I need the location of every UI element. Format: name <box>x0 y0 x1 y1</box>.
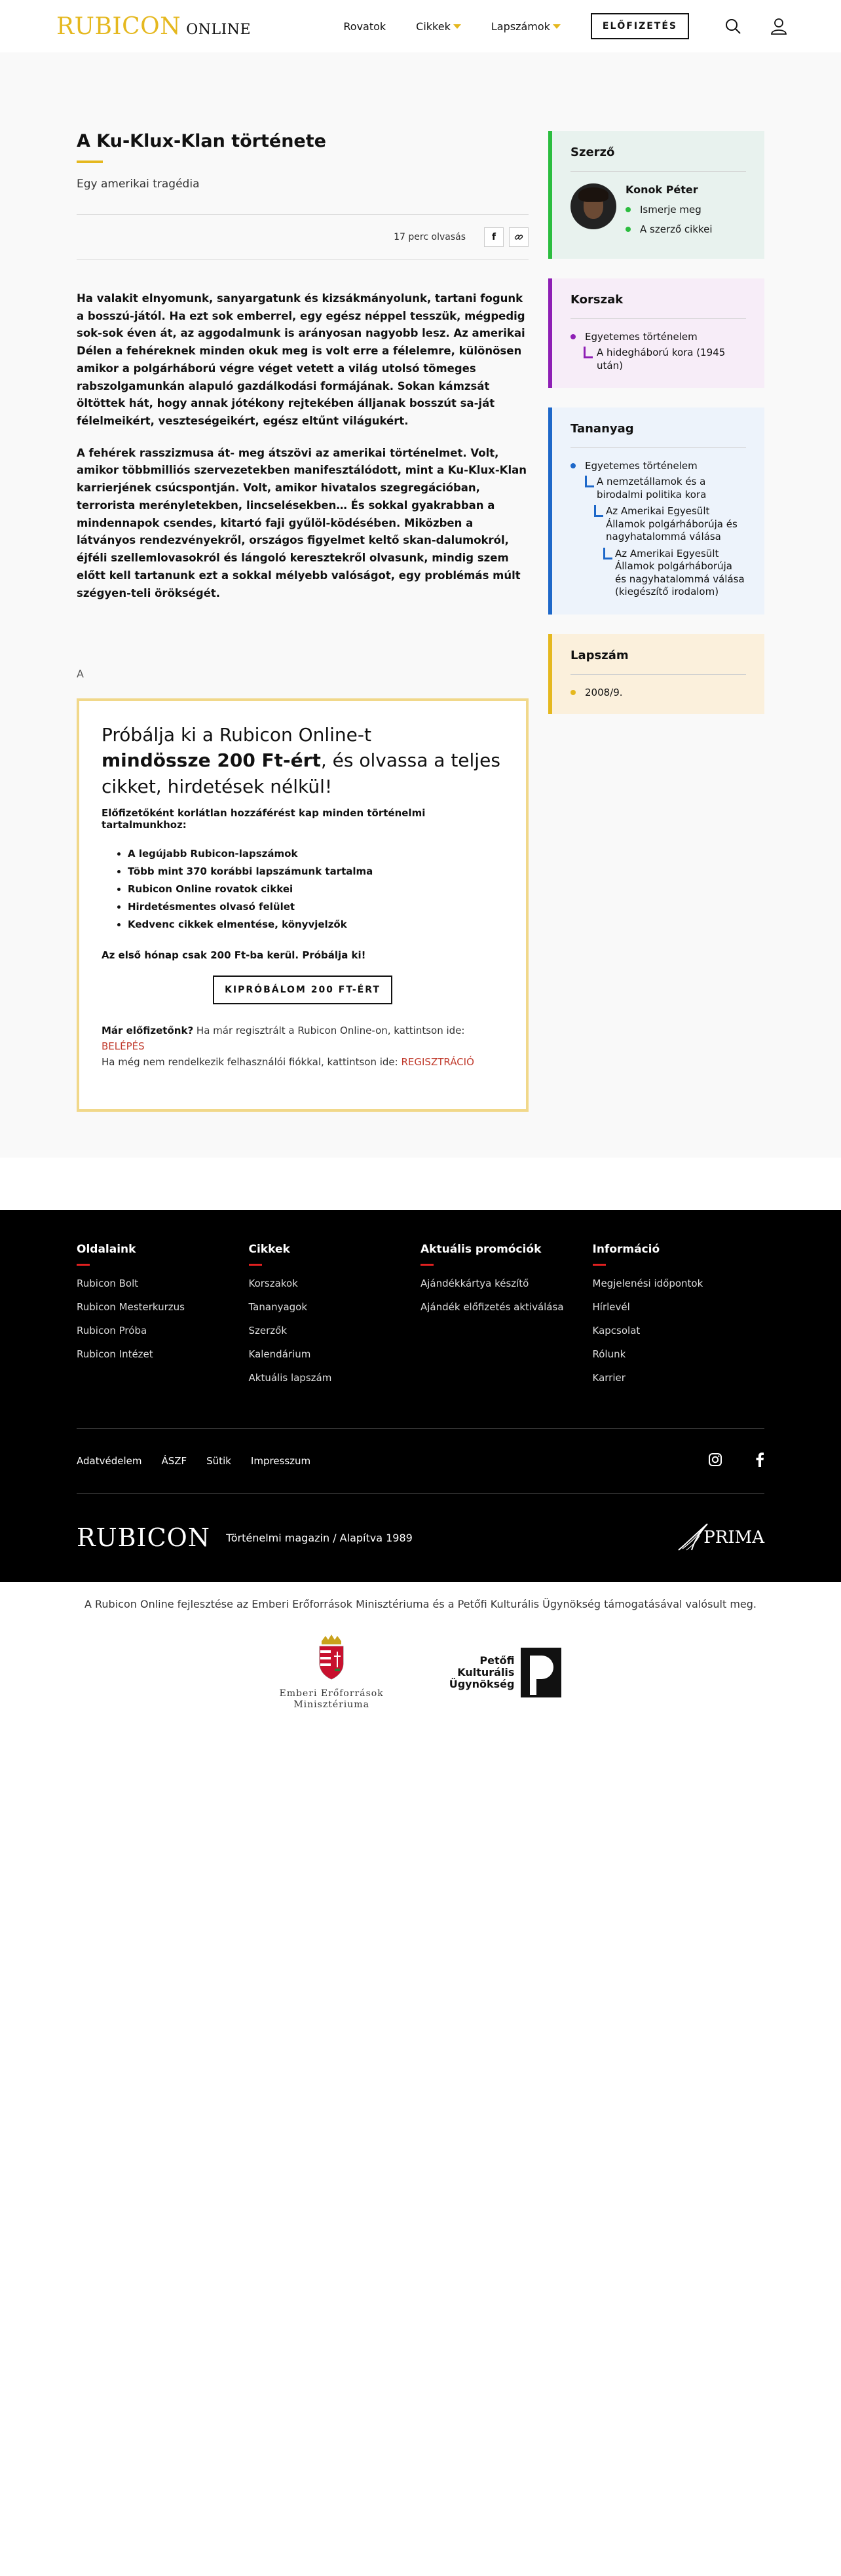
tree-elbow-icon <box>584 347 593 358</box>
no-account-text: Ha még nem rendelkezik felhasználói fiókkal, kattintson ide: <box>102 1055 402 1068</box>
emmi-line-1: Emberi Erőforrások <box>279 1688 384 1699</box>
author-info <box>626 183 713 243</box>
lead-paragraph-2: A fehérek rasszizmusa át- meg átszövi az amerikai történelmet. Volt, amikor többmilliós szervezetekben manifesztálódott, mint a Ku-Klux-Klan karrierjének csúcspontján. Volt, amikor hivatalos szegregációban, terrorista merényletekben, lincselésekben… És sokkal gyakrabban a mindennapok csendes, kitartó faji gyűlöl-ködésében. Miközben a látványos rendezvényekről, országos figyelmet keltő skan-dalumokról, éjféli szellemlovasokról és lángoló keresztekről olvasunk, mindig szem előtt kell tartanunk ezt a sokkal mélyebb valóságot, egy problémás múlt szégyen-teli örökségét. <box>77 446 527 599</box>
legal-link[interactable]: Sütik <box>206 1454 231 1467</box>
footer-link[interactable]: Rólunk <box>592 1348 626 1360</box>
footer-columns <box>77 1243 764 1395</box>
tree-elbow-icon <box>585 476 594 487</box>
topic-level1-link[interactable] <box>570 476 746 501</box>
legal-link[interactable]: Impresszum <box>250 1454 311 1467</box>
topic-level2-link[interactable] <box>570 505 746 544</box>
nav-cikkek[interactable] <box>416 20 461 33</box>
paywall-box <box>77 698 529 1112</box>
bullet-icon <box>570 690 576 695</box>
pka-mark-icon <box>521 1648 561 1697</box>
support-section <box>0 1582 841 1715</box>
site-header <box>0 0 841 52</box>
sidebar <box>548 131 764 1112</box>
lead-paragraph-1: Ha valakit elnyomunk, sanyargatunk és kizsákmányolunk, tartani fogunk a bosszú-jától. Ha ezt sok emberrel, egy egész néppel tesszük, mégpedig sok-sok éven át, az aggodalmunk is arányosan nagyobb lesz. Az amerikai Délen a fehéreknek minden okuk meg is volt erre a félelemre, különösen amikor a polgárháború végre véget vetett a világ utolsó tömeges rabszolgamunkán alapuló gazdálkodási formájának. Sokan kámzsát öltöttek hát, hogy annak jótékony rejtekében álljanak bosszút sa-ját félelmeikért, veszteségeikért, egész eltűnt világukért. <box>77 292 525 428</box>
pka-line-2: Kulturális <box>457 1665 515 1678</box>
footer-link[interactable]: Korszakok <box>248 1277 298 1289</box>
topic-root-link[interactable] <box>570 460 746 472</box>
footer-link[interactable]: Megjelenési időpontok <box>592 1277 703 1289</box>
author-card <box>570 183 746 243</box>
sponsor-logos <box>0 1630 841 1715</box>
footer-link[interactable]: Rubicon Próba <box>77 1324 147 1336</box>
paywall-benefits <box>102 845 504 934</box>
era-heading: Korszak <box>570 293 746 319</box>
author-box <box>548 131 764 259</box>
benefit-item: • Hirdetésmentes olvasó felület <box>128 898 504 916</box>
footer-link[interactable]: Ajándék előfizetés aktiválása <box>421 1300 564 1313</box>
footer-col-promociok <box>421 1243 593 1395</box>
footer-link[interactable]: Hírlevél <box>592 1300 630 1313</box>
paywall-title <box>102 722 504 799</box>
paywall-title-2: , és olvassa a teljes cikket, hirdetések nélkül! <box>102 749 500 797</box>
era-root-link[interactable] <box>570 331 746 343</box>
social-links <box>675 1452 764 1469</box>
footer-link[interactable]: Kalendárium <box>248 1348 311 1360</box>
read-time: 17 perc olvasás <box>394 232 466 242</box>
footer-heading: Aktuális promóciók <box>421 1242 542 1256</box>
link-icon[interactable] <box>509 227 529 247</box>
paywall-title-price: mindössze 200 Ft-ért <box>102 749 321 772</box>
facebook-glyph: f <box>491 232 496 242</box>
facebook-share-icon[interactable] <box>484 227 504 247</box>
footer-link[interactable]: Szerzők <box>248 1324 288 1336</box>
footer-col-oldalaink <box>77 1243 249 1395</box>
author-name[interactable]: Konok Péter <box>626 183 698 196</box>
footer-link[interactable]: Tananyagok <box>248 1300 308 1313</box>
avatar[interactable] <box>570 183 616 229</box>
instagram-icon[interactable] <box>708 1452 722 1469</box>
issue-link[interactable] <box>570 687 746 698</box>
pka-line-1: Petőfi <box>479 1654 515 1667</box>
footer-col-informacio <box>593 1243 765 1395</box>
paywall-cta-wrap <box>102 975 504 1004</box>
register-link[interactable]: REGISZTRÁCIÓ <box>401 1055 474 1068</box>
article-meta <box>77 214 529 260</box>
emmi-line-2: Minisztériuma <box>293 1699 369 1710</box>
link-label: Egyetemes történelem <box>585 460 698 472</box>
footer-link[interactable]: Aktuális lapszám <box>248 1371 332 1384</box>
login-link[interactable]: BELÉPÉS <box>102 1040 145 1052</box>
topic-heading: Tananyag <box>570 422 746 448</box>
benefit-item: • A legújabb Rubicon-lapszámok <box>128 845 504 863</box>
site-footer <box>0 1210 841 1582</box>
emmi-name <box>280 1688 384 1711</box>
main-nav <box>343 13 789 39</box>
paywall-footer <box>102 1023 504 1070</box>
topic-box <box>548 407 764 615</box>
facebook-icon[interactable] <box>755 1452 764 1469</box>
search-icon[interactable] <box>723 16 743 36</box>
link-label: 2008/9. <box>585 686 623 698</box>
bullet-icon <box>626 207 631 212</box>
nav-label: Cikkek <box>416 20 451 33</box>
footer-heading: Cikkek <box>248 1242 290 1256</box>
link-label: A nemzetállamok és a birodalmi politika kora <box>597 476 707 501</box>
footer-heading: Információ <box>592 1242 660 1256</box>
footer-link[interactable]: Rubicon Bolt <box>77 1277 139 1289</box>
coat-of-arms-icon <box>316 1635 346 1682</box>
link-label: Egyetemes történelem <box>585 331 698 343</box>
footer-brand-row <box>77 1494 764 1582</box>
logo-sub: ONLINE <box>186 21 252 38</box>
bullet-icon <box>626 227 631 232</box>
author-heading: Szerző <box>570 145 746 172</box>
article-title: A Ku-Klux-Klan története <box>77 131 326 151</box>
footer-heading-underline <box>421 1264 434 1266</box>
already-subscriber-label: Már előfizetőnk? <box>102 1024 194 1036</box>
link-label: Ismerje meg <box>640 204 701 216</box>
footer-legal-row <box>77 1428 764 1494</box>
footer-heading-underline <box>593 1264 606 1266</box>
era-box <box>548 278 764 388</box>
benefit-item: • Rubicon Online rovatok cikkei <box>128 881 504 898</box>
logo-main: RUBICON <box>56 12 181 40</box>
nav-label: Rovatok <box>343 20 386 33</box>
footer-link[interactable]: Rubicon Intézet <box>77 1348 153 1360</box>
main-content <box>0 52 841 1158</box>
pka-logo[interactable] <box>449 1648 562 1697</box>
footer-link[interactable]: Rubicon Mesterkurzus <box>77 1300 185 1313</box>
already-subscriber-text: Ha már regisztrált a Rubicon Online-on, kattintson ide: <box>193 1024 465 1036</box>
nav-label: Lapszámok <box>491 20 550 33</box>
prima-text: PRIMA <box>703 1528 764 1548</box>
footer-link[interactable]: Karrier <box>592 1371 626 1384</box>
subscribe-button[interactable]: ELŐFIZETÉS <box>591 13 689 39</box>
footer-logo[interactable]: RUBICON <box>77 1523 211 1553</box>
link-label: Az Amerikai Egyesült Államok polgárháborúja és nagyhatalommá válása <box>606 505 738 542</box>
footer-heading-underline <box>77 1264 90 1266</box>
chevron-down-icon <box>453 24 461 29</box>
site-logo[interactable] <box>56 13 251 40</box>
article-body-start: A <box>77 668 84 681</box>
user-icon[interactable] <box>769 16 789 36</box>
tree-elbow-icon <box>603 548 612 559</box>
footer-heading: Oldalaink <box>77 1242 136 1256</box>
article-lead <box>77 290 529 602</box>
article <box>77 131 529 1112</box>
pka-line-3: Ügynökség <box>449 1677 515 1690</box>
nav-lapszamok[interactable] <box>491 20 561 33</box>
title-underline <box>77 161 103 163</box>
prima-award-logo <box>673 1521 764 1554</box>
paywall-description: Előfizetőként korlátlan hozzáférést kap minden történelmi tartalmunkhoz: <box>102 806 426 831</box>
bullet-icon <box>570 334 576 339</box>
legal-link[interactable]: ÁSZF <box>161 1454 187 1467</box>
bullet-icon <box>570 463 576 468</box>
issue-box <box>548 634 764 714</box>
footer-link[interactable]: Kapcsolat <box>592 1324 641 1336</box>
author-articles-link[interactable] <box>626 223 713 235</box>
benefit-item: • Kedvenc cikkek elmentése, könyvjelzők <box>128 916 504 934</box>
footer-heading-underline <box>249 1264 262 1266</box>
tree-elbow-icon <box>594 505 603 517</box>
footer-tagline: Történelmi magazin / Alapítva 1989 <box>226 1531 413 1544</box>
chevron-down-icon <box>553 24 561 29</box>
trial-button[interactable]: KIPRÓBÁLOM 200 FT-ÉRT <box>213 975 392 1004</box>
nav-rovatok[interactable] <box>343 20 386 33</box>
benefit-item: • Több mint 370 korábbi lapszámunk tartalma <box>128 863 504 881</box>
pka-name <box>449 1655 515 1690</box>
emmi-logo[interactable] <box>280 1635 384 1711</box>
legal-link[interactable]: Adatvédelem <box>77 1454 142 1467</box>
issue-heading: Lapszám <box>570 649 746 675</box>
topic-level3-link[interactable] <box>570 548 746 599</box>
author-about-link[interactable] <box>626 204 713 216</box>
link-label: A szerző cikkei <box>640 223 713 235</box>
paywall-title-1: Próbálja ki a Rubicon Online-t <box>102 724 371 746</box>
footer-link[interactable]: Ajándékkártya készítő <box>421 1277 529 1289</box>
article-subtitle: Egy amerikai tragédia <box>77 178 200 191</box>
link-label: A hidegháború kora (1945 után) <box>597 347 726 371</box>
link-label: Az Amerikai Egyesült Államok polgárháborúja és nagyhatalommá válása (kiegészítő irodalom) <box>615 547 745 597</box>
paywall-offer: Az első hónap csak 200 Ft-ba kerül. Próbálja ki! <box>102 949 366 961</box>
era-child-link[interactable] <box>570 347 746 372</box>
support-text: A Rubicon Online fejlesztése az Emberi Erőforrások Minisztériuma és a Petőfi Kulturális Ügynökség támogatásával valósult meg. <box>84 1597 757 1610</box>
footer-col-cikkek <box>249 1243 421 1395</box>
